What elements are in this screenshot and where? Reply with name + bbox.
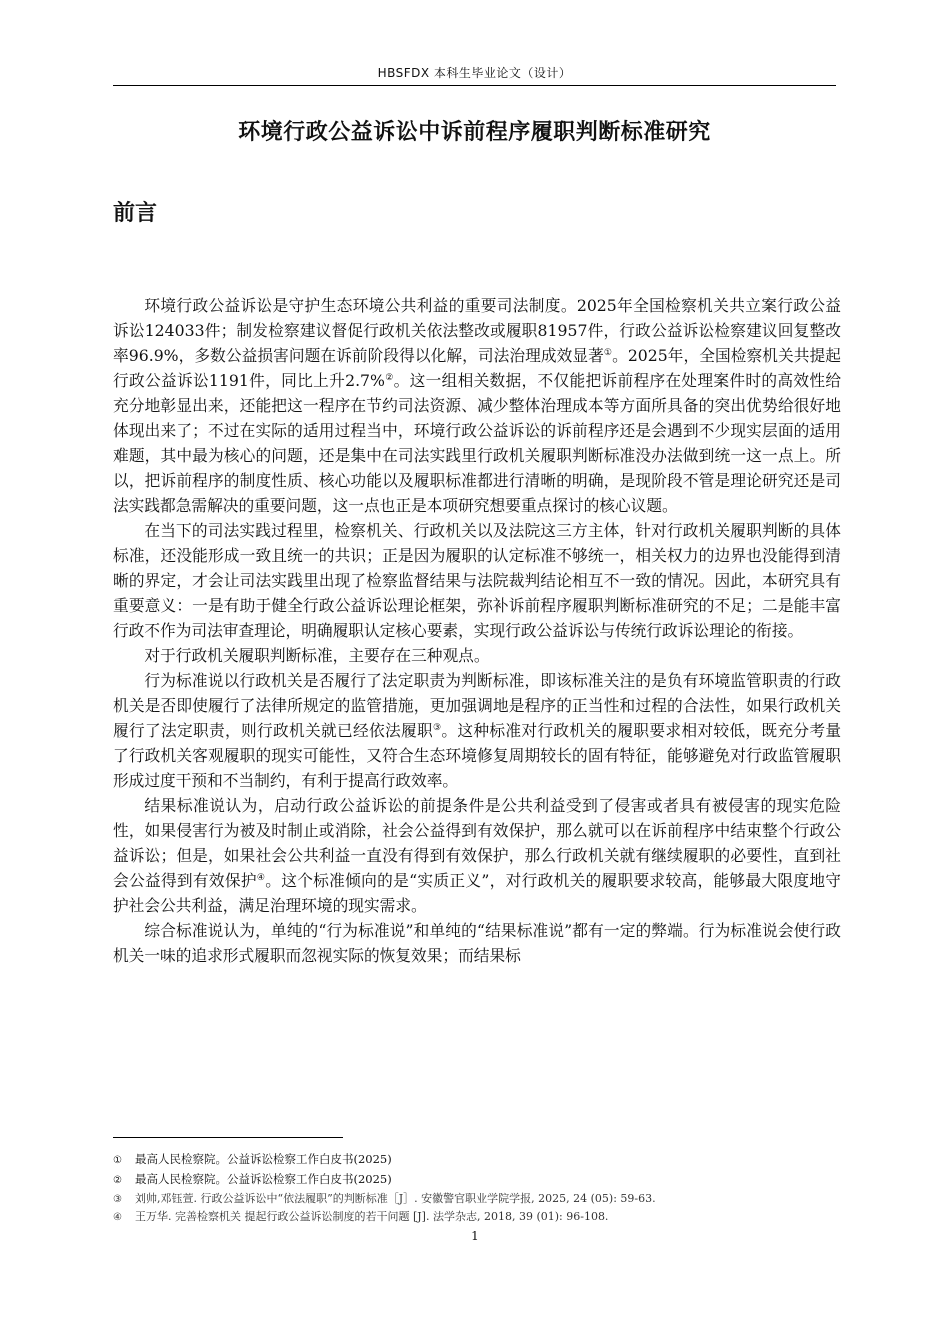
footnote-text: 刘帅,邓钰萱. 行政公益诉讼中“依法履职”的判断标准［J］. 安徽警官职业学院学报, 2025, 24 (05): 59-63. [135,1192,656,1205]
footnote-mark: ③ [113,1194,122,1205]
footnote-separator [113,1137,343,1138]
running-header: HBSFDX 本科生毕业论文（设计） [377,66,572,80]
paragraph-text: 在当下的司法实践过程里，检察机关、行政机关以及法院这三方主体，针对行政机关履职判断的具体标准，还没能形成一致且统一的共识；正是因为履职的认定标准不够统一，相关权力的边界也没能得到清晰的界定，才会让司法实践里出现了检察监督结果与法院裁判结论相互不一致的情况。因此，本研究具有重要意义：一是有助于健全行政公益诉讼理论框架，弥补诉前程序履职判断标准研究的不足；二是能丰富行政不作为司法审查理论，明确履职认定核心要素，实现行政公益诉讼与传统行政诉讼理论的衔接。 [113,521,841,640]
footnote [113,1170,853,1190]
header-rule [113,85,836,86]
footnote-reference[interactable]: ② [384,372,394,383]
paragraph-text: 行为标准说以行政机关是否履行了法定职责为判断标准，即该标准关注的是负有环境监管职责的行政机关是否即使履行了法律所规定的监管措施，更加强调地是程序的正当性和过程的合法性，如果行政机关履行了法定职责，则行政机关就已经依法履职 [113,671,841,740]
paragraph-text: 对于行政机关履职判断标准，主要存在三种观点。 [144,646,490,665]
body-paragraph [113,918,841,968]
footnote-reference[interactable]: ① [603,347,613,358]
footnote-text: 最高人民检察院。公益诉讼检察工作白皮书(2025) [135,1172,392,1186]
footnote-reference[interactable]: ④ [256,872,266,883]
footnote-mark: ④ [113,1212,122,1223]
document-title: 环境行政公益诉讼中诉前程序履职判断标准研究 [238,120,711,145]
footnotes [113,1150,853,1226]
footnote [113,1150,853,1170]
paragraph-text: 结果标准说认为，启动行政公益诉讼的前提条件是公共利益受到了侵害或者具有被侵害的现实危险性，如果侵害行为被及时制止或消除，社会公益得到有效保护，那么就可以在诉前程序中结束整个行政公益诉讼；但是，如果社会公共利益一直没有得到有效保护，那么行政机关就有继续履职的必要性，直到社会公益得到有效保护 [113,796,841,890]
body-paragraph [113,793,841,918]
footnote [113,1208,853,1226]
page-number: 1 [471,1229,479,1243]
footnote-text: 王万华. 完善检察机关 提起行政公益诉讼制度的若干问题 [J]. 法学杂志, 2018, 39 (01): 96-108. [135,1210,609,1223]
body-paragraph [113,668,841,793]
paragraph-text: 。2025年，全国检察机关共提起行政公益诉讼1191件，同比上升2.7% [113,346,841,390]
paragraph-text: 。这个标准倾向的是“实质正义”，对行政机关的履职要求较高，能够最大限度地守护社会公共利益，满足治理环境的现实需求。 [113,871,841,915]
body-paragraph [113,293,841,518]
footnote-text: 最高人民检察院。公益诉讼检察工作白皮书(2025) [135,1152,392,1166]
footnote-mark: ② [113,1175,122,1186]
body-paragraph [113,518,841,643]
body-text [113,293,841,968]
footnote [113,1190,853,1208]
footnote-mark: ① [113,1155,122,1166]
paragraph-text: 。这种标准对行政机关的履职要求相对较低，既充分考量了行政机关客观履职的现实可能性，又符合生态环境修复周期较长的固有特征，能够避免对行政监管履职形成过度干预和不当制约，有利于提高行政效率。 [113,721,842,790]
paragraph-text: 环境行政公益诉讼是守护生态环境公共利益的重要司法制度。2025年全国检察机关共立案行政公益诉讼124033件；制发检察建议督促行政机关依法整改或履职81957件，行政公益诉讼检察建议回复整改率96.9%，多数公益损害问题在诉前阶段得以化解，司法治理成效显著 [113,296,841,365]
footnote-reference[interactable]: ③ [432,722,442,733]
paragraph-text: 。这一组相关数据，不仅能把诉前程序在处理案件时的高效性给充分地彰显出来，还能把这一程序在节约司法资源、减少整体治理成本等方面所具备的突出优势给很好地体现出来了；不过在实际的适用过程当中，环境行政公益诉讼的诉前程序还是会遇到不少现实层面的适用难题，其中最为核心的问题，还是集中在司法实践里行政机关履职判断标准没办法做到统一这一点上。所以，把诉前程序的制度性质、核心功能以及履职标准都进行清晰的明确，是现阶段不管是理论研究还是司法实践都急需解决的重要问题，这一点也正是本项研究想要重点探讨的核心议题。 [113,371,842,515]
section-heading: 前言 [113,201,158,226]
body-paragraph [113,643,841,668]
paragraph-text: 综合标准说认为，单纯的“行为标准说”和单纯的“结果标准说”都有一定的弊端。行为标准说会使行政机关一味的追求形式履职而忽视实际的恢复效果；而结果标 [113,921,841,965]
